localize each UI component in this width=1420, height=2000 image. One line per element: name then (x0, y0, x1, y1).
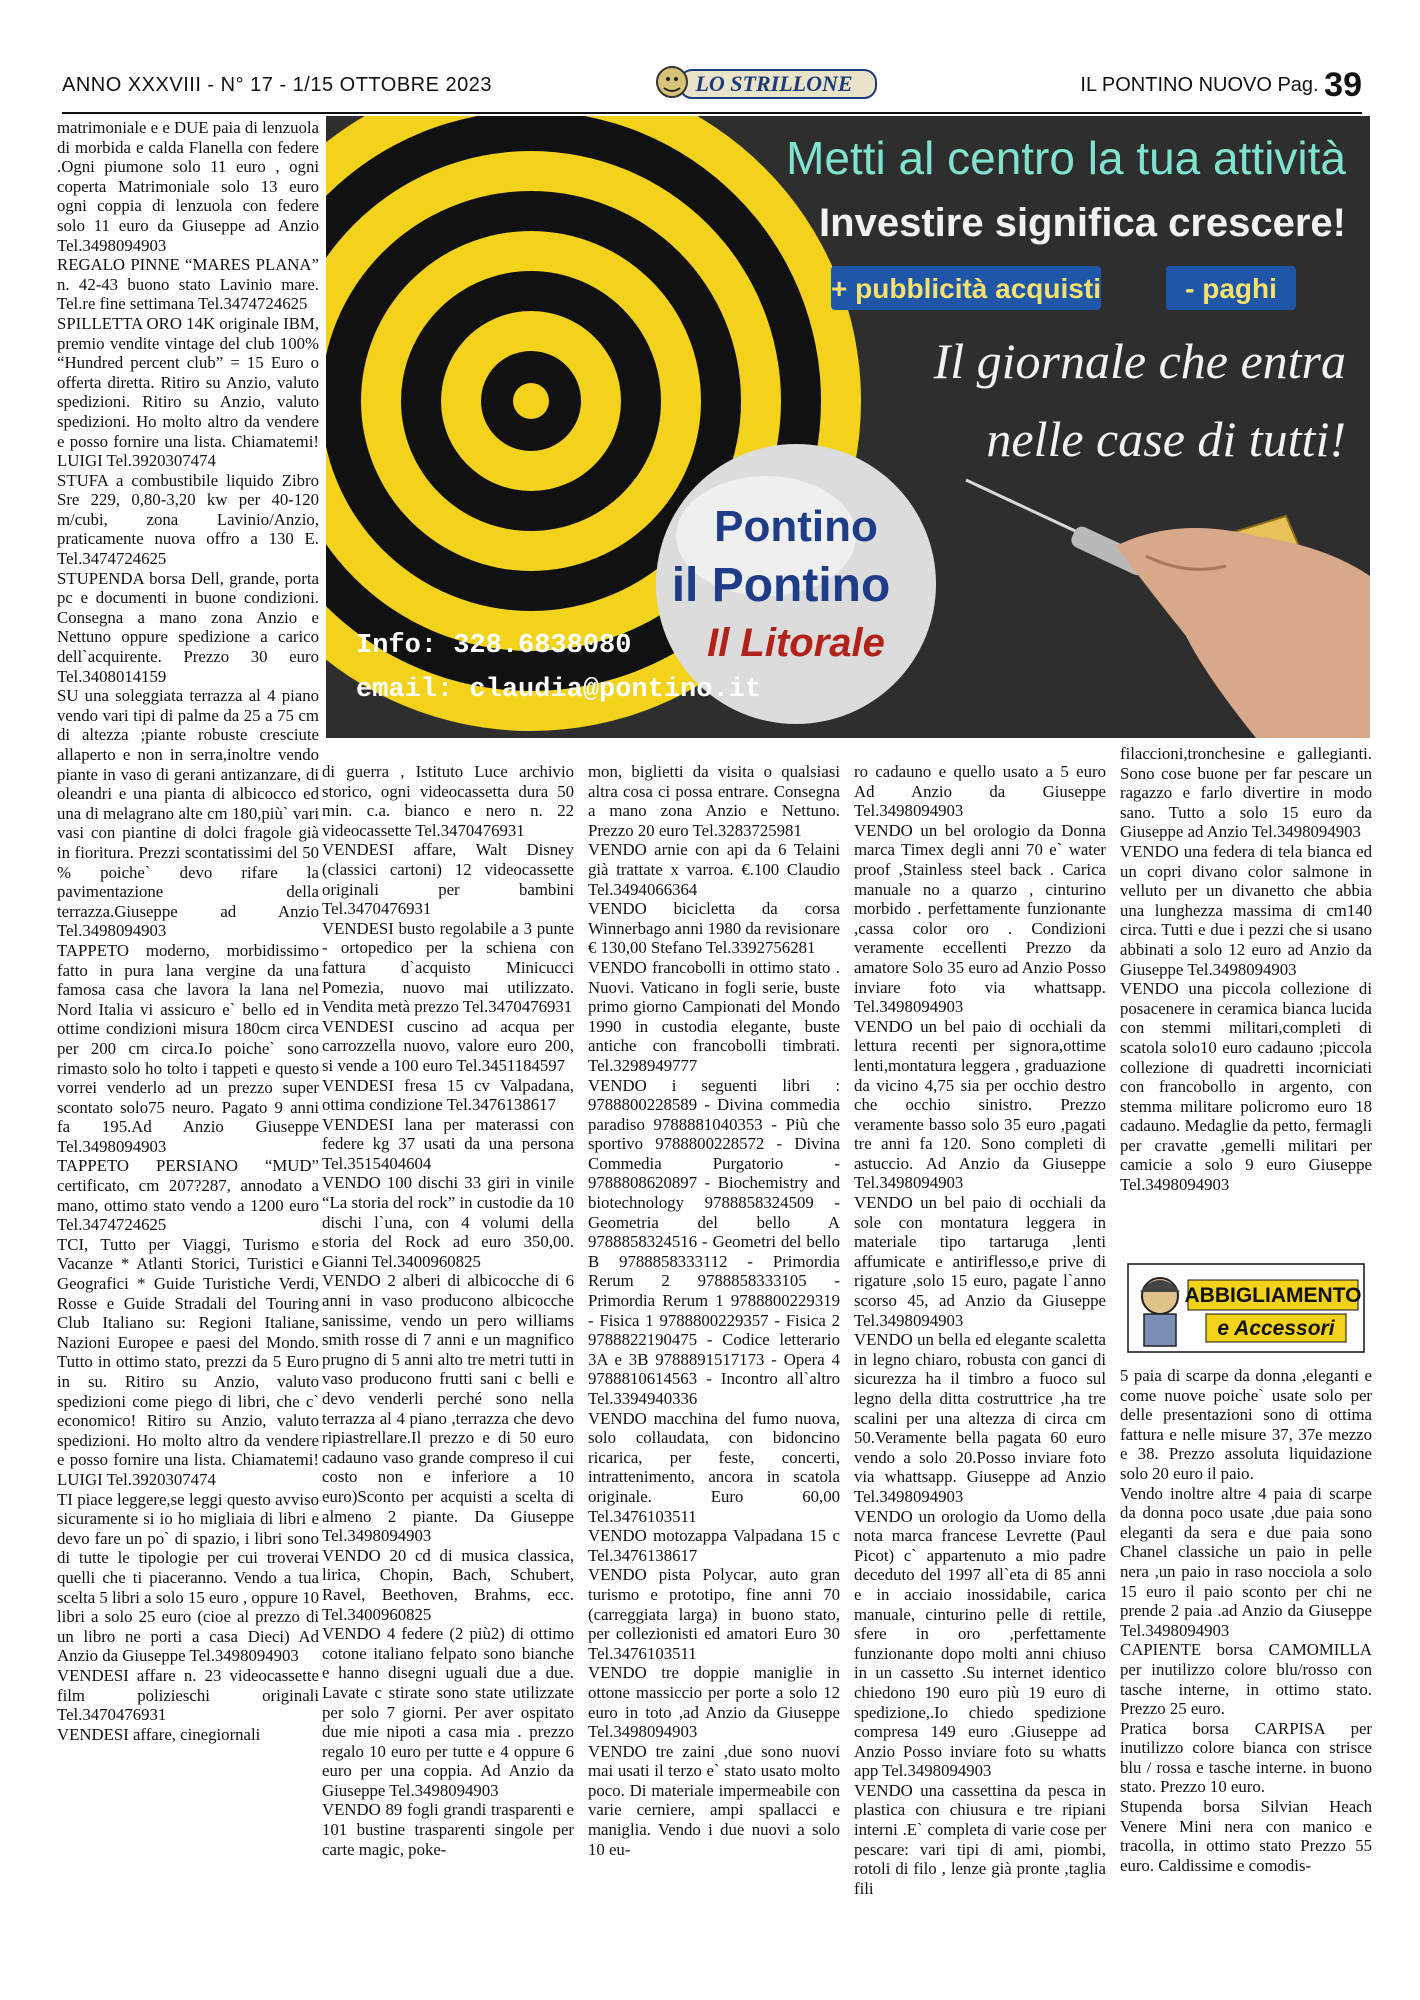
ad-headline: Metti al centro la tua attività (786, 132, 1346, 184)
classifieds-column-2: di guerra , Istituto Luce archivio storico, ogni videocassetta dura 50 min. c.a. bianco e nero n. 22 videocassette Tel.3470476931 VENDESI affare, Walt Disney (classici cartoni) 12 videocassette originali per bambini Tel.3470476931 VENDESI busto regolabile a 3 punte - ortopedico per la schiena con fattura d`acquisto Minicucci Pomezia, nuovo mai utilizzato. Vendita metà prezzo Tel.3470476931 VENDESI cuscino ad acqua per carrozzella nuovo, valore euro 200, si vende a 100 euro Tel.3451184597 VENDESI fresa 15 cv Valpadana, ottima condizione Tel.3476138617 VENDESI lana per materassi con federe kg 37 usati da una persona Tel.3515404604 VENDO 100 dischi 33 giri in vinile “La storia del rock” in custodie da 10 dischi l`una, con 4 volumi della storia del Rock ad euro 350,00. Gianni Tel.3400960825 VENDO 2 alberi di albicocche di 6 anni in vaso producono albicocche sanissime, vendo un pero williams smith rosse di 7 anni e un magnifico prugno di 5 anni alto tre metri tutti in vaso producono frutti sani c belli e devo venderli perché sono nella terrazza al 4 piano ,terrazza che devo ripiastrellare.Il prezzo e di 50 euro cadauno vaso grande compreso il cui costo non e inferiore a 10 euro)Sconto per acquisti a scelta di almeno 2 piante. Da Giuseppe Tel.3498094903 VENDO 20 cd di musica classica, lirica, Chopin, Bach, Schubert, Ravel, Beethoven, Brahms, ecc. Tel.3400960825 VENDO 4 federe (2 più2) di ottimo cotone italiano felpato sono bianche e hanno disegni uguali due a due. Lavate c stirate sono state utilizzate per solo 7 giorni. Per aver ospitato due mie nipoti a casa mia . prezzo regalo 10 euro per tutte e 4 oppure 6 euro per una coppia. Ad Anzio da Giuseppe Tel.3498094903 VENDO 89 fogli grandi trasparenti e 101 bustine trasparenti singole per carte magic, poke- (322, 762, 574, 1859)
page-number: 39 (1324, 66, 1362, 104)
ad-slogan-left: + pubblicità acquisti (831, 273, 1101, 304)
classifieds-column-5: filaccioni,tronchesine e gallegianti. Sono cose buone per far pescare un ragazzo e farlo divertire in modo sano. Tutto a solo 15 euro da Giuseppe ad Anzio Tel.3498094903 VENDO una federa di tela bianca ed un copri divano color salmone in velluto per un divanetto che abbia una lunghezza massima di cm140 circa. Tutti e due i pezzi che si usano abbinati a solo 12 euro ad Anzio da Giuseppe Tel.3498094903 VENDO una piccola collezione di posacenere in ceramica bianca lucida con stemmi militari,completi di scatola solo10 euro cadauno ;piccola collezione di quadretti incorniciati con francobollo in argento, con stemma militare policromo euro 18 cadauno. Medaglie da petto, fermagli per cravatte ,gemelli militari per camicie a solo 9 euro Giuseppe Tel.3498094903 (1120, 744, 1372, 1195)
lo-strillone-logo (652, 60, 882, 106)
paper-name: IL PONTINO NUOVO Pag. (1080, 73, 1319, 96)
issue-info: ANNO XXXVIII - N° 17 - 1/15 OTTOBRE 2023 (62, 74, 492, 96)
classifieds-column-4: ro cadauno e quello usato a 5 euro Ad Anzio da Giuseppe Tel.3498094903 VENDO un bel orologio da Donna marca Timex degli anni 70 e` water proof ,Stainless steel back . Carica manuale no a quarzo , cinturino morbido . perfettamente funzionante ,cassa color oro . Condizioni veramente eccellenti Prezzo da amatore Solo 35 euro ad Anzio Posso inviare foto via whattsapp. Tel.3498094903 VENDO un bel paio di occhiali da lettura recenti per signora,ottime lenti,montatura leggera , graduazione da vicino 4,75 sia per occhio destro che occhio sinistro. Prezzo veramente basso solo 35 euro ,pagati tre anni fa 120. Sono completi di astuccio. Ad Anzio da Giuseppe Tel.3498094903 VENDO un bel paio di occhiali da sole con montatura leggera in materiale tipo tartaruga ,lenti affumicate e antiriflesso,e prive di rigature ,solo 15 euro, pagate l`anno scorso 45, ad Anzio da Giuseppe Tel.3498094903 VENDO un bella ed elegante scaletta in legno chiaro, robusta con ganci di sicurezza ha il timbro a fuoco sul legno della ditta costruttrice ,ha tre scalini per una altezza di circa cm 50.Veramente bella pagata 60 euro vendo a solo 20.Posso inviare foto via whattsapp. Giuseppe ad Anzio Tel.3498094903 VENDO un orologio da Uomo della nota marca francese Levrette (Paul Picot) c` appartenuto a mio padre deceduto del 1997 all`eta di 85 anni e in acciaio inossidabile, carica manuale, cinturino pelle di rettile, sfere in oro ,perfettamente funzionante dopo molti anni chiuso in un cassetto .Su internet identico chiedono 190 euro più 19 euro di spedizione,.Io chiedo spedizione compresa 149 euro .Giuseppe ad Anzio Posso inviare foto su whatts app Tel.3498094903 VENDO una cassettina da pesca in plastica con chiusura e tre ripiani interni .E` completa di varie cose per pescare: vari tipi di ami, piombi, rotoli di filo , lenze già pronte ,taglia fili (854, 762, 1106, 1898)
advertisement (326, 116, 1370, 738)
ad-email: email: claudia@pontino.it (356, 675, 762, 705)
page-header (62, 60, 1362, 114)
classifieds-column-1: matrimoniale e e DUE paia di lenzuola di morbida e calda Flanella con federe .Ogni piumone solo 11 euro , ogni coperta Matrimoniale solo 13 euro ogni coppia di lenzuola con federe solo 11 euro da Giuseppe ad Anzio Tel.3498094903 REGALO PINNE “MARES PLANA” n. 42-43 buono stato Lavinio mare. Tel.re fine settimana Tel.3474724625 SPILLETTA ORO 14K originale IBM, premio vendite vintage del club 100% “Hundred percent club” = 15 Euro o offerta diretta. Ritiro su Anzio, valuto spedizioni. Ritiro su Anzio, valuto spedizioni. Ho molto altro da vendere e posso fornire una lista. Chiamatemi! LUIGI Tel.3920307474 STUFA a combustibile liquido Zibro Sre 229, 0,80-3,20 kw per 40-120 m/cubi, zona Lavinio/Anzio, praticamente nuova offro a 130 E. Tel.3474724625 STUPENDA borsa Dell, grande, porta pc e documenti in buone condizioni. Consegna a mano zona Anzio e Nettuno oppure spedizione a carico dell`acquirente. Prezzo 30 euro Tel.3408014159 SU una soleggiata terrazza al 4 piano vendo vari tipi di palme da 25 a 75 cm di altezza ;piante robuste cresciute allaperto e non in serra,inoltre vendo piante in vaso di gerani antizanzare, di oleandri e una pianta di albicocco ed una di melagrano alte cm 180,più` vari vasi con piantine di dolci fragole già in fioritura. Prezzi scontatissimi del 50 % poiche` devo rifare la pavimentazione della terrazza.Giuseppe ad Anzio Tel.3498094903 TAPPETO moderno, morbidissimo fatto in pura lana vergine da una famosa casa che lavora la lana nel Nord Italia vi assicuro e` bello ed in ottime condizioni misura 180cm circa per 200 cm circa.Io poiche` sono rimasto solo ho tolto i tappeti e questo vorrei venderlo ad un prezzo super scontato solo75 neuro. Pagato 9 anni fa 195.Ad Anzio Giuseppe Tel.3498094903 TAPPETO PERSIANO “MUD” certificato, cm 207?287, annodato a mano, ottimo stato vendo a 1200 euro Tel.3474724625 TCI, Tutto per Viaggi, Turismo e Vacanze * Atlanti Storici, Turistici e Geografici * Guide Turistiche Verdi, Rosse e Guide Stradali del Touring Club Italiano su: Regioni Italiane, Nazioni Europee e paesi del Mondo. Tutto in ottimo stato, prezzi da 5 Euro in su. Ritiro su Anzio, valuto spedizioni come piego di libri, che c` economico! Ritiro su Anzio, valuto spedizioni. Ho molto altro da vendere e posso fornire una lista. Chiamatemi! LUIGI Tel.3920307474 TI piace leggere,se leggi questo avviso sicuramente si io ho migliaia di libri e devo fare un po` di spazio, i libri sono di tutte le tipologie per cui troverai quelli che ti piaceranno. Vendo a tua scelta 5 libri a solo 15 euro , oppure 10 libri a solo 25 euro (cioe al prezzo di un libro ne porti a casa Dieci) Ad Anzio da Giuseppe Tel.3498094903 VENDESI affare n. 23 videocassette film polizieschi originali Tel.3470476931 VENDESI affare, cinegiornali (57, 118, 320, 1744)
logo-text: LO STRILLONE (695, 71, 853, 96)
ad-slogan-right: - paghi (1185, 273, 1277, 304)
ad-graphic (326, 116, 1370, 738)
ad-subline: Investire significa crescere! (819, 201, 1346, 245)
ad-info-phone: Info: 328.6838080 (356, 631, 632, 661)
ad-tagline-1: Il giornale che entra (933, 333, 1346, 389)
ad-tagline-2: nelle case di tutti! (986, 411, 1346, 467)
ball-title-1: Pontino (714, 502, 878, 551)
section-title: ABBIGLIAMENTO (1184, 1284, 1362, 1307)
section-badge-abbigliamento (1126, 1262, 1366, 1354)
paper-title (1080, 66, 1362, 105)
classifieds-column-5-clothing: 5 paia di scarpe da donna ,eleganti e come nuove poiche` usate solo per delle presentazioni sono di ottima fattura e nelle misure 37, 37e mezzo e 38. Prezzo assoluta liquidazione solo 20 euro il paio. Vendo inoltre altre 4 paia di scarpe da donna poco usate ,due paia sono eleganti da sera e due paia sono Chanel classiche un paio in pelle nera ,un paio in raso nocciola a solo 15 euro il paio sconto per chi ne prende 2 paia .ad Anzio da Giuseppe Tel.3498094903 CAPIENTE borsa CAMOMILLA per inutilizzo colore blu/rosso con tasche interne, in ottimo stato. Prezzo 25 euro. Pratica borsa CARPISA per inutilizzo colore bianca con strisce blu / rossa e tasche interne. in buono stato. Prezzo 10 euro. Stupenda borsa Silvian Heach Venere Mini nera con manico e tracolla, in ottimo stato Prezzo 55 euro. Caldissime e comodis- (1120, 1366, 1372, 1875)
ball-title-3: Il Litorale (707, 621, 885, 665)
section-subtitle: e Accessori (1217, 1317, 1335, 1340)
ball-title-2: il Pontino (671, 559, 891, 612)
classifieds-column-3: mon, biglietti da visita o qualsiasi altra cosa ci possa entrare. Consegna a mano zona Anzio e Nettuno. Prezzo 20 euro Tel.3283725981 VENDO arnie con api da 6 Telaini già trattate x varroa. €.100 Claudio Tel.3494066364 VENDO bicicletta da corsa Winnerbago anni 1980 da revisionare € 130,00 Stefano Tel.3392756281 VENDO francobolli in ottimo stato . Nuovi. Vaticano in fogli serie, buste primo giorno Campionati del Mondo 1990 in custodia elegante, buste antiche con francobolli timbrati. Tel.3298949777 VENDO i seguenti libri : 9788800228589 - Divina commedia paradiso 9788881040353 - Più che sportivo 9788800228572 - Divina Commedia Purgatorio - 9788808620897 - Biochemistry and biotechnology 9788858324509 - Geometria del bello A 9788858324516 - Geometri del bello B 9788858333112 - Primordia Rerum 2 9788858333105 - Primordia Rerum 1 9788800229319 - Fisica 1 9788800229357 - Fisica 2 9788822190475 - Codice letterario 3A e 3B 9788891517173 - Opera 4 9788810614563 - Incontro all`altro Tel.3394940336 VENDO macchina del fumo nuova, solo collaudata, con bidoncino ricarica, per feste, concerti, intrattenimento, ancora in scatola originale. Euro 60,00 Tel.3476103511 VENDO motozappa Valpadana 15 c Tel.3476138617 VENDO pista Polycar, auto gran turismo e prototipo, fine anni 70 (carreggiata larga) in buono stato, per collezionisti ed amatori Euro 30 Tel.3476103511 VENDO tre doppie maniglie in ottone massiccio per porte a solo 12 euro in toto ,ad Anzio da Giuseppe Tel.3498094903 VENDO tre zaini ,due sono nuovi mai usati il terzo e` stato usato molto poco. Di materiale impermeabile con varie cerniere, ampi spallacci e maniglia. Vendo i due nuovi a solo 10 eu- (588, 762, 840, 1859)
